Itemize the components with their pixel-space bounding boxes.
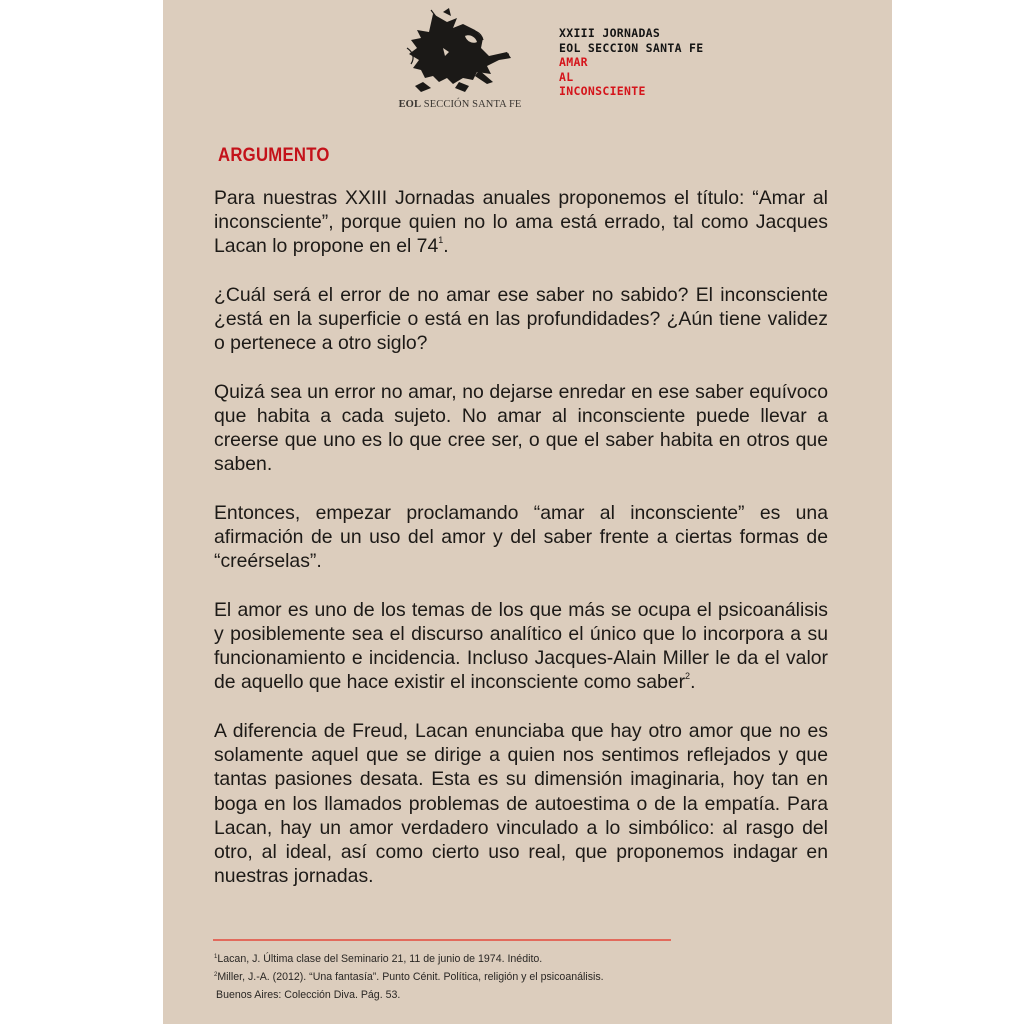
winged-figure-emblem-icon xyxy=(403,8,513,94)
event-line-edition: XXIII JORNADAS xyxy=(559,26,661,40)
paragraph: Entonces, empezar proclamando “amar al inconsciente” es una afirmación de un uso del amor y del saber frente a ciertas formas de “creérselas”. xyxy=(214,501,828,573)
event-line-theme-3: INCONSCIENTE xyxy=(559,84,646,98)
paragraph: A diferencia de Freud, Lacan enunciaba que hay otro amor que no es solamente aquel que se dirige a quien nos sentimos reflejados y que tantas pasiones desata. Esta es su dimensión imaginaria, hoy tan en boga en los llamados problemas de autoestima o de la empatía. Para Lacan, hay un amor verdadero vinculado a lo simbólico: al rasgo del otro, al ideal, así como cierto uso real, que proponemos indagar en nuestras jornadas. xyxy=(214,719,828,888)
footnotes xyxy=(214,950,604,1004)
logo-caption: EOL SECCIÓN SANTA FE xyxy=(398,99,522,110)
paragraph: Quizá sea un error no amar, no dejarse enredar en ese saber equívoco que habita a cada sujeto. No amar al inconsciente puede llevar a creerse que uno es lo que cree ser, o que el saber habita en otros que saben. xyxy=(214,380,828,476)
footnote-2-continued: Buenos Aires: Colección Diva. Pág. 53. xyxy=(216,989,401,1001)
footnote-ref[interactable]: 1 xyxy=(438,235,444,246)
footnote-divider xyxy=(213,939,671,941)
event-line-theme-1: AMAR xyxy=(559,55,588,69)
eol-logo xyxy=(395,8,525,108)
event-line-theme-2: AL xyxy=(559,69,574,84)
footnote-1: $^1$Lacan, J. Última clase del Seminario 21, 11 de junio de 1974. Inédito. xyxy=(214,953,543,965)
argument-body xyxy=(214,186,828,913)
footnote-ref[interactable]: 2 xyxy=(685,671,691,682)
document-page xyxy=(163,0,892,1024)
paragraph: El amor es uno de los temas de los que más se ocupa el psicoanálisis y posiblemente sea el discurso analítico el único que lo incorpora a su funcionamiento e incidencia. Incluso Jacques-Alain Miller le da el valor de aquello que hace existir el inconsciente como saber$^2$. xyxy=(214,598,828,694)
section-heading: ARGUMENTO xyxy=(218,145,330,166)
paragraph: ¿Cuál será el error de no amar ese saber no sabido? El inconsciente ¿está en la superficie o está en las profundidades? ¿Aún tiene validez o pertenece a otro siglo? xyxy=(214,283,828,355)
event-title-block xyxy=(559,26,703,99)
event-line-organizer: EOL SECCION SANTA FE xyxy=(559,40,704,55)
footnote-2: $^2$Miller, J.-A. (2012). “Una fantasía”. Punto Cénit. Política, religión y el psicoanálisis. xyxy=(214,971,604,983)
paragraph: Para nuestras XXIII Jornadas anuales proponemos el título: “Amar al inconsciente”, porque quien no lo ama está errado, tal como Jacques Lacan lo propone en el 74$^1$. xyxy=(214,187,828,258)
